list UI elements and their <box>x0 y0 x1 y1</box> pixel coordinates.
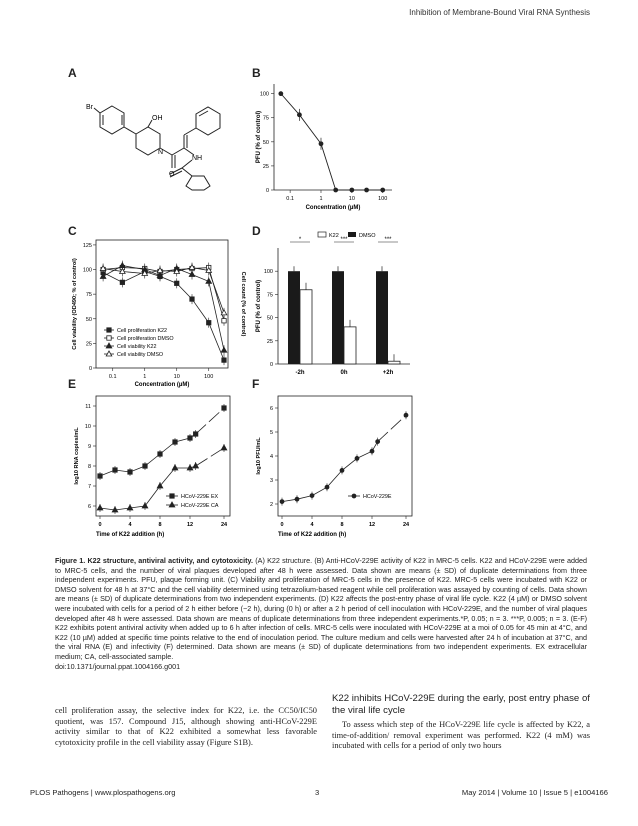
panel-e-chart <box>70 388 250 548</box>
c-legend-label: Cell viability K22 <box>117 344 157 350</box>
e-data-point <box>221 445 227 450</box>
e-data-point <box>158 452 162 456</box>
d-y-tick-label: 0 <box>269 362 273 368</box>
e-x-tick-label: 24 <box>220 522 228 528</box>
c-y-tick-label: 100 <box>82 267 92 274</box>
c-data-point <box>207 321 211 325</box>
f-legend-label: HCoV-229E <box>363 494 392 500</box>
b-data-point <box>381 188 385 192</box>
panel-label-c: C <box>68 224 77 238</box>
c-series-line <box>103 268 224 321</box>
d-legend-label-dmso: DMSO <box>359 233 376 239</box>
c-y-tick-label: 50 <box>85 316 92 323</box>
d-y-axis-title: PFU (% of control) <box>256 279 262 333</box>
e-data-point <box>222 406 226 410</box>
d-bar-k22 <box>344 327 356 364</box>
c-legend-label: Cell proliferation K22 <box>117 328 168 334</box>
b-data-point <box>319 142 323 146</box>
structure-label-br: Br <box>86 104 93 111</box>
d-legend-swatch-dmso <box>348 232 356 237</box>
e-data-point <box>97 505 103 510</box>
b-y-axis-title: PFU (% of control) <box>256 110 262 164</box>
f-y-tick-label: 5 <box>269 430 273 436</box>
k22-structure-diagram <box>80 80 230 190</box>
e-y-tick-label: 6 <box>87 504 91 510</box>
d-y-tick-label: 75 <box>266 292 273 299</box>
d-bar-dmso <box>288 271 300 364</box>
b-y-tick-label: 0 <box>265 188 269 194</box>
f-y-axis-title: log10 PFU/mL <box>256 437 262 475</box>
c-legend-marker <box>107 328 111 332</box>
b-data-point <box>279 92 283 96</box>
e-x-tick-label: 12 <box>186 522 194 528</box>
d-legend-swatch-k22 <box>318 232 326 237</box>
e-x-tick-label: 8 <box>158 522 162 528</box>
e-data-point <box>128 470 132 474</box>
panel-label-f: F <box>252 377 260 391</box>
e-y-tick-label: 9 <box>87 444 91 450</box>
footer-issue: May 2014 | Volume 10 | Issue 5 | e1004166 <box>461 788 608 797</box>
panel-b-chart <box>252 78 402 220</box>
e-data-point <box>173 440 177 444</box>
d-category-label: 0h <box>340 370 348 376</box>
body-right-column <box>332 693 590 752</box>
c-data-point <box>120 280 124 284</box>
e-legend-label: HCoV-229E CA <box>181 503 219 509</box>
panel-label-d: D <box>252 224 261 238</box>
f-data-point <box>355 456 359 460</box>
f-legend-marker <box>352 494 356 498</box>
d-category-label: +2h <box>382 370 394 376</box>
e-legend-label: HCoV-229E EX <box>181 494 219 500</box>
f-x-tick-label: 4 <box>310 522 314 528</box>
c-x-tick-label: 100 <box>204 374 214 380</box>
f-x-axis-title: Time of K22 addition (h) <box>278 532 347 538</box>
d-legend-label-k22: K22 <box>329 233 339 239</box>
f-data-point <box>404 413 408 417</box>
f-y-tick-label: 4 <box>269 454 273 460</box>
e-data-point <box>193 463 199 468</box>
b-x-tick-label: 0.1 <box>286 196 294 202</box>
c-data-point <box>222 319 226 323</box>
c-y-tick-label: 125 <box>82 242 92 249</box>
structure-label-oh: OH <box>152 115 163 122</box>
c-x-tick-label: 1 <box>143 374 147 380</box>
e-series-line-break <box>196 448 224 466</box>
f-x-tick-label: 0 <box>280 522 284 528</box>
b-x-tick-label: 100 <box>378 196 388 202</box>
c-y-axis-title-right: Cell count (% of control) <box>240 271 246 337</box>
c-plot-frame <box>96 240 228 368</box>
e-data-point <box>143 464 147 468</box>
f-data-point <box>280 500 284 504</box>
c-y-axis-title-left: Cell viability (OD490; % of control) <box>72 258 78 350</box>
f-y-tick-label: 2 <box>269 502 273 508</box>
f-x-tick-label: 8 <box>340 522 344 528</box>
panel-label-b: B <box>252 66 261 80</box>
b-x-tick-label: 10 <box>348 196 355 202</box>
b-y-tick-label: 50 <box>262 139 269 146</box>
c-x-tick-label: 0.1 <box>108 374 117 380</box>
d-y-tick-label: 25 <box>266 338 273 345</box>
e-data-point <box>172 465 178 470</box>
d-category-label: -2h <box>295 370 305 376</box>
caption-lead: Figure 1. K22 structure, antiviral activity, and cytotoxicity. <box>55 556 254 565</box>
structure-label-n: N <box>158 149 164 156</box>
e-series-line-break <box>196 408 224 434</box>
structure-label-nh: NH <box>192 155 203 162</box>
f-data-point <box>295 497 299 501</box>
c-y-tick-label: 75 <box>85 292 92 299</box>
panel-c-chart <box>70 232 250 388</box>
c-data-point <box>222 358 226 362</box>
e-data-point <box>193 432 197 436</box>
c-legend-marker <box>106 351 112 356</box>
c-data-point <box>190 297 194 301</box>
c-x-axis-title: Concentration (µM) <box>134 382 190 388</box>
c-x-tick-label: 10 <box>173 374 180 380</box>
d-y-tick-label: 50 <box>266 315 273 322</box>
c-y-tick-label: 25 <box>85 341 92 348</box>
b-y-tick-label: 100 <box>259 91 269 98</box>
b-series-line <box>281 94 383 190</box>
e-y-tick-label: 10 <box>84 424 91 430</box>
e-data-point <box>113 468 117 472</box>
body-left-column: cell proliferation assay, the selective index for K22, i.e. the CC50/IC50 quotient, was 157. Compound J15, although showing anti-HCoV-229E activity similar to that of K22 exhibited a somewhat less favorable cytotoxicity profile in the cell viability assay (Figure S1B). <box>55 706 317 747</box>
running-header: Inhibition of Membrane-Bound Viral RNA Synthesis <box>409 8 590 17</box>
d-bar-k22 <box>300 290 312 364</box>
f-data-point <box>376 440 380 444</box>
e-x-tick-label: 0 <box>98 522 102 528</box>
d-significance-label: *** <box>384 237 392 243</box>
f-series-line-break <box>378 415 406 441</box>
f-data-point <box>310 494 314 498</box>
b-x-axis-title: Concentration (µM) <box>305 205 361 211</box>
b-data-point <box>334 188 338 192</box>
c-y-tick-label: 0 <box>88 366 92 372</box>
structure-label-o: O <box>169 171 175 178</box>
b-x-tick-label: 1 <box>319 196 323 202</box>
footer-journal: PLOS Pathogens | www.plospathogens.org <box>30 788 176 797</box>
d-bar-k22 <box>388 361 400 364</box>
f-y-tick-label: 6 <box>269 406 273 412</box>
panel-label-e: E <box>68 377 77 391</box>
b-y-tick-label: 25 <box>262 163 269 170</box>
f-data-point <box>340 468 344 472</box>
panel-label-a: A <box>68 66 77 80</box>
panel-f-chart <box>252 388 432 548</box>
b-y-tick-label: 75 <box>262 115 269 122</box>
d-significance-label: *** <box>340 237 348 243</box>
e-x-tick-label: 4 <box>128 522 132 528</box>
c-legend-marker <box>107 336 111 340</box>
d-bar-dmso <box>332 271 344 364</box>
e-legend-marker <box>170 494 174 498</box>
f-data-point <box>325 485 329 489</box>
section-paragraph: To assess which step of the HCoV-229E life cycle is affected by K22, a time-of-addition/ removal experiment was performed. K22 (4 mM) was incubated with cells for a period of only two hours <box>332 720 590 751</box>
b-data-point <box>297 113 301 117</box>
section-heading: K22 inhibits HCoV-229E during the early, post entry phase of the viral life cycle <box>332 693 590 716</box>
d-y-tick-label: 100 <box>263 269 273 276</box>
c-data-point <box>175 281 179 285</box>
d-significance-label: * <box>298 237 302 243</box>
footer-page-number: 3 <box>315 788 320 797</box>
e-y-axis-title: log10 RNA copies/mL <box>74 427 80 485</box>
f-series-line <box>282 442 378 502</box>
b-data-point <box>365 188 369 192</box>
b-data-point <box>350 188 354 192</box>
c-data-point <box>221 347 227 352</box>
caption-doi[interactable]: doi:10.1371/journal.ppat.1004166.g001 <box>55 661 181 671</box>
f-x-tick-label: 24 <box>402 522 410 528</box>
figure-caption <box>55 556 587 671</box>
c-legend-label: Cell proliferation DMSO <box>117 336 174 342</box>
c-legend-label: Cell viability DMSO <box>117 352 164 358</box>
d-bar-dmso <box>376 271 388 364</box>
e-y-tick-label: 11 <box>85 404 91 410</box>
e-x-axis-title: Time of K22 addition (h) <box>96 532 165 538</box>
f-y-tick-label: 3 <box>269 478 273 484</box>
panel-d-chart <box>252 232 422 382</box>
caption-text: (A) K22 structure. (B) Anti-HCoV-229E activity of K22 in MRC-5 cells. K22 and HCoV-229E were added to MRC-5 cells, and the number of viral plaques developed after 48 h were assessed. Data shown are means (± SD) of duplicate determinations from three independent experiments. PFU, plaque forming unit. (C) Viability and proliferation of MRC-5 cells in the presence of K22. MRC-5 cells were incubated with K22 or DMSO solvent for 48 h at 37°C and the cell viability determined using tetrazolium-based reagent while cell proliferation was assayed by counting of cells. Data shown are means (± SD) of duplicate determinations from two independent experiments. (D) K22 affects the post-entry phase of viral life cycle. K22 (4 µM) or DMSO solvent were incubated with cells for a period of 2 h either before (−2 h), during (0 h) or after a 2 h period of cell inoculation with HCoV-229E, and the number of viral plaques developed after 48 h were assessed. Data shown are means of duplicate determinations from three independent experiments.*P, 0.05; n = 3. ***P, 0.005; n = 3. (E-F) K22 exhibits potent antiviral activity when added up to 6 h after infection of cells. MRC-5 cells were inoculated with HCoV-229E at a moi of 0.05 for 45 min at 4°C, and K22 (10 µM) added at specific time points relative to the end of inoculation period. The culture medium and cells were harvested after 24 h of incubation at 37°C, and the viral RNA (E) and infectivity (F) determined. Data shown are means (± SD) of duplicate determinations from two independent experiments. EX extracellular medium; CA, cell-associated sample. <box>55 556 587 661</box>
e-y-tick-label: 8 <box>87 464 91 470</box>
c-data-point <box>221 310 227 315</box>
f-data-point <box>370 449 374 453</box>
e-data-point <box>188 436 192 440</box>
e-data-point <box>98 474 102 478</box>
e-y-tick-label: 7 <box>87 484 91 490</box>
c-legend-marker <box>106 343 112 348</box>
e-legend-marker <box>169 502 175 507</box>
f-x-tick-label: 12 <box>368 522 376 528</box>
